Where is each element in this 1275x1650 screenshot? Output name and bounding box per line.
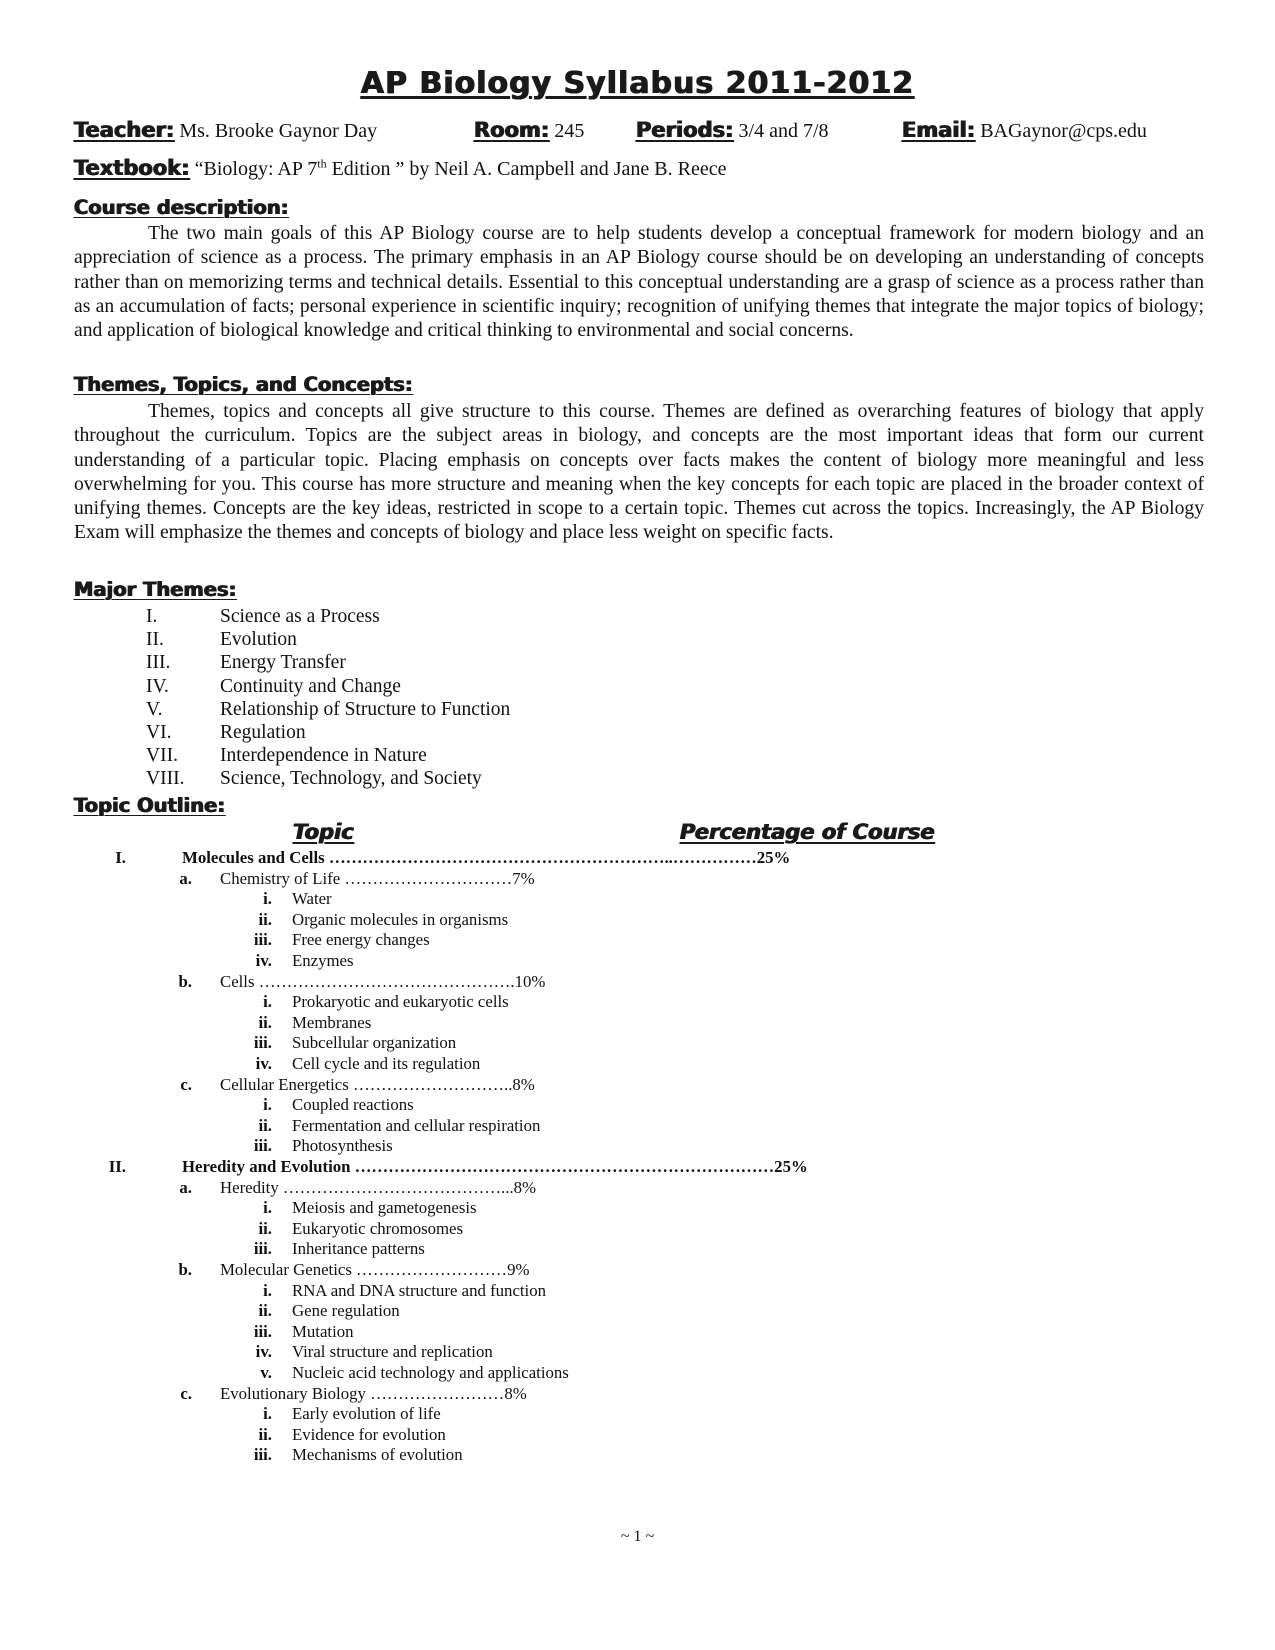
theme-numeral: V. bbox=[146, 698, 163, 720]
outline-text: Molecular Genetics ………………………9% bbox=[220, 1260, 530, 1279]
theme-numeral: VII. bbox=[146, 745, 178, 767]
textbook-label: Textbook: bbox=[74, 156, 190, 180]
theme-numeral: VIII. bbox=[146, 768, 185, 790]
outline-marker: iii. bbox=[253, 1033, 272, 1053]
outline-row-level-3 bbox=[0, 1013, 1275, 1033]
outline-row-level-3 bbox=[0, 1239, 1275, 1259]
outline-marker: iii. bbox=[253, 930, 272, 950]
theme-label: Relationship of Structure to Function bbox=[220, 698, 511, 720]
room-label: Room: bbox=[474, 118, 550, 142]
outline-row-level-3 bbox=[0, 1198, 1275, 1218]
outline-marker: iv. bbox=[255, 951, 272, 970]
outline-row-level-2 bbox=[0, 1075, 1275, 1095]
outline-row-level-3 bbox=[0, 889, 1275, 909]
outline-row-level-3 bbox=[0, 1342, 1275, 1362]
outline-row-level-2 bbox=[0, 1178, 1275, 1198]
theme-label: Science, Technology, and Society bbox=[220, 768, 482, 790]
outline-marker: b. bbox=[178, 971, 192, 991]
outline-text: Membranes bbox=[292, 1012, 372, 1032]
teacher-name: Ms. Brooke Gaynor Day bbox=[179, 120, 378, 142]
outline-text: Eukaryotic chromosomes bbox=[292, 1218, 464, 1238]
email-address: BAGaynor@cps.edu bbox=[980, 120, 1147, 142]
outline-marker: ii. bbox=[258, 1424, 272, 1444]
themes-topics-heading: Themes, Topics, and Concepts: bbox=[74, 373, 413, 396]
outline-row-level-3 bbox=[0, 951, 1275, 971]
room-info bbox=[474, 118, 584, 143]
outline-marker: ii. bbox=[258, 1301, 272, 1321]
outline-text: Gene regulation bbox=[292, 1301, 400, 1321]
outline-marker: i. bbox=[263, 1198, 272, 1218]
outline-marker: ii. bbox=[258, 1218, 272, 1238]
outline-marker: iii. bbox=[253, 1136, 272, 1156]
outline-text: Cell cycle and its regulation bbox=[292, 1054, 481, 1073]
topic-column-header: Topic bbox=[293, 820, 354, 844]
outline-marker: c. bbox=[180, 1074, 192, 1094]
outline-marker: iii. bbox=[253, 1239, 272, 1259]
page-number: ~ 1 ~ bbox=[620, 1528, 655, 1545]
outline-marker: iii. bbox=[253, 1321, 272, 1341]
room-number: 245 bbox=[554, 120, 585, 142]
theme-numeral: II. bbox=[146, 629, 164, 651]
email-info bbox=[902, 118, 1147, 143]
themes-topics-text: Themes, topics and concepts all give structure to this course. Themes are defined as overarching features of biology that apply throughout the curriculum. Topics are the subject areas in biology, and concepts are the most important ideas that form our current understanding of a particular topic. Placing emphasis on concepts over facts makes the content of biology more meaningful and less overwhelming for you. This course has more structure and meaning when the key concepts for each topic are placed in the broader context of unifying themes. Concepts are the key ideas, restricted in scope to a certain topic. Themes cut across the topics. Increasingly, the AP Biology Exam will emphasize the themes and concepts of biology and place less weight on specific facts. bbox=[74, 401, 1204, 544]
theme-numeral: VI. bbox=[146, 722, 172, 743]
outline-row-level-3 bbox=[0, 1219, 1275, 1239]
major-themes-heading: Major Themes: bbox=[74, 578, 237, 601]
outline-text: Molecules and Cells ……………………………………………………..……………25% bbox=[182, 848, 791, 867]
course-description-text: The two main goals of this AP Biology course are to help students develop a conceptual framework for modern biology and an appreciation of science as a process. The primary emphasis in an AP Biology course should be on developing an understanding of concepts rather than on memorizing terms and technical details. Essential to this conceptual understanding are a grasp of science as a process rather than as an accumulation of facts; personal experience in scientific inquiry; recognition of unifying themes that integrate the major topics of biology; and application of biological knowledge and critical thinking to environmental and social concerns. bbox=[74, 223, 1204, 342]
outline-row-level-3 bbox=[0, 1404, 1275, 1424]
outline-text: Fermentation and cellular respiration bbox=[292, 1115, 541, 1135]
outline-row-level-2 bbox=[0, 1384, 1275, 1404]
outline-text: Inheritance patterns bbox=[292, 1239, 425, 1259]
email-label: Email: bbox=[902, 118, 976, 142]
outline-row-level-3 bbox=[0, 1136, 1275, 1156]
periods-label: Periods: bbox=[636, 118, 734, 142]
outline-marker: iv. bbox=[255, 1054, 272, 1073]
outline-text: Heredity …………………………………...8% bbox=[220, 1177, 537, 1197]
outline-row-level-3 bbox=[0, 1033, 1275, 1053]
outline-row-level-3 bbox=[0, 1281, 1275, 1301]
outline-marker: i. bbox=[263, 1280, 272, 1300]
periods-value: 3/4 and 7/8 bbox=[738, 120, 829, 142]
outline-text: Mutation bbox=[292, 1321, 354, 1341]
outline-text: Viral structure and replication bbox=[292, 1342, 493, 1362]
outline-row-level-1 bbox=[0, 848, 1275, 868]
outline-row-level-3 bbox=[0, 1363, 1275, 1383]
outline-row-level-2 bbox=[0, 869, 1275, 889]
outline-row-level-3 bbox=[0, 910, 1275, 930]
teacher-info-row bbox=[74, 118, 377, 143]
outline-text: Evolutionary Biology ……………………8% bbox=[220, 1383, 527, 1403]
outline-text: Coupled reactions bbox=[292, 1095, 414, 1115]
outline-row-level-3 bbox=[0, 1322, 1275, 1342]
outline-marker: ii. bbox=[258, 909, 272, 929]
outline-marker: iv. bbox=[255, 1342, 272, 1362]
outline-row-level-3 bbox=[0, 1054, 1275, 1074]
teacher-label: Teacher: bbox=[74, 118, 175, 142]
outline-row-level-2 bbox=[0, 972, 1275, 992]
outline-text: Meiosis and gametogenesis bbox=[292, 1198, 477, 1218]
outline-row-level-3 bbox=[0, 1116, 1275, 1136]
outline-marker: a. bbox=[179, 1177, 192, 1197]
outline-text: Cellular Energetics ………………………..8% bbox=[220, 1074, 535, 1094]
outline-text: Water bbox=[292, 889, 332, 909]
outline-marker: ii. bbox=[258, 1012, 272, 1032]
percentage-column-header: Percentage of Course bbox=[680, 820, 935, 844]
outline-text: Evidence for evolution bbox=[292, 1424, 446, 1444]
textbook-title: “Biology: AP 7th Edition ” by Neil A. Campbell and Jane B. Reece bbox=[194, 156, 727, 180]
outline-marker: c. bbox=[180, 1383, 192, 1403]
outline-text: Prokaryotic and eukaryotic cells bbox=[292, 992, 509, 1012]
page-title: AP Biology Syllabus 2011-2012 bbox=[360, 66, 915, 101]
outline-marker: i. bbox=[263, 992, 272, 1012]
theme-label: Regulation bbox=[220, 722, 306, 743]
outline-row-level-3 bbox=[0, 1301, 1275, 1321]
theme-label: Continuity and Change bbox=[220, 675, 401, 697]
outline-marker: a. bbox=[179, 868, 192, 888]
periods-info bbox=[636, 118, 829, 143]
theme-numeral: I. bbox=[146, 606, 158, 627]
theme-numeral: III. bbox=[146, 652, 171, 674]
outline-text: Enzymes bbox=[292, 951, 354, 970]
outline-marker: v. bbox=[260, 1363, 272, 1382]
outline-marker: i. bbox=[263, 889, 272, 909]
outline-marker: II. bbox=[108, 1157, 126, 1176]
outline-text: Mechanisms of evolution bbox=[292, 1445, 463, 1465]
outline-marker: I. bbox=[115, 848, 126, 867]
theme-label: Energy Transfer bbox=[220, 652, 346, 674]
outline-marker: i. bbox=[263, 1404, 272, 1424]
theme-label: Science as a Process bbox=[220, 606, 380, 627]
textbook-info-row bbox=[74, 156, 726, 181]
theme-label: Evolution bbox=[220, 629, 297, 651]
outline-marker: i. bbox=[263, 1095, 272, 1115]
outline-marker: ii. bbox=[258, 1115, 272, 1135]
course-description-heading: Course description: bbox=[74, 196, 289, 219]
outline-text: Early evolution of life bbox=[292, 1404, 441, 1424]
outline-marker: b. bbox=[178, 1260, 192, 1279]
theme-label: Interdependence in Nature bbox=[220, 745, 427, 767]
outline-row-level-1 bbox=[0, 1157, 1275, 1177]
outline-row-level-3 bbox=[0, 992, 1275, 1012]
outline-text: Nucleic acid technology and applications bbox=[292, 1363, 569, 1382]
outline-row-level-3 bbox=[0, 930, 1275, 950]
outline-text: RNA and DNA structure and function bbox=[292, 1280, 547, 1300]
outline-row-level-2 bbox=[0, 1260, 1275, 1280]
outline-text: Cells ……………………………………….10% bbox=[220, 971, 546, 991]
outline-row-level-3 bbox=[0, 1095, 1275, 1115]
theme-numeral: IV. bbox=[146, 675, 169, 697]
outline-text: Free energy changes bbox=[292, 930, 430, 950]
outline-text: Photosynthesis bbox=[292, 1136, 393, 1156]
topic-outline-heading: Topic Outline: bbox=[74, 794, 226, 817]
outline-text: Organic molecules in organisms bbox=[292, 909, 509, 929]
outline-row-level-3 bbox=[0, 1445, 1275, 1465]
outline-row-level-3 bbox=[0, 1425, 1275, 1445]
outline-text: Chemistry of Life …………………………7% bbox=[220, 868, 535, 888]
outline-marker: iii. bbox=[253, 1445, 272, 1465]
outline-text: Subcellular organization bbox=[292, 1033, 457, 1053]
outline-text: Heredity and Evolution …………………………………………………………………25% bbox=[182, 1157, 808, 1176]
